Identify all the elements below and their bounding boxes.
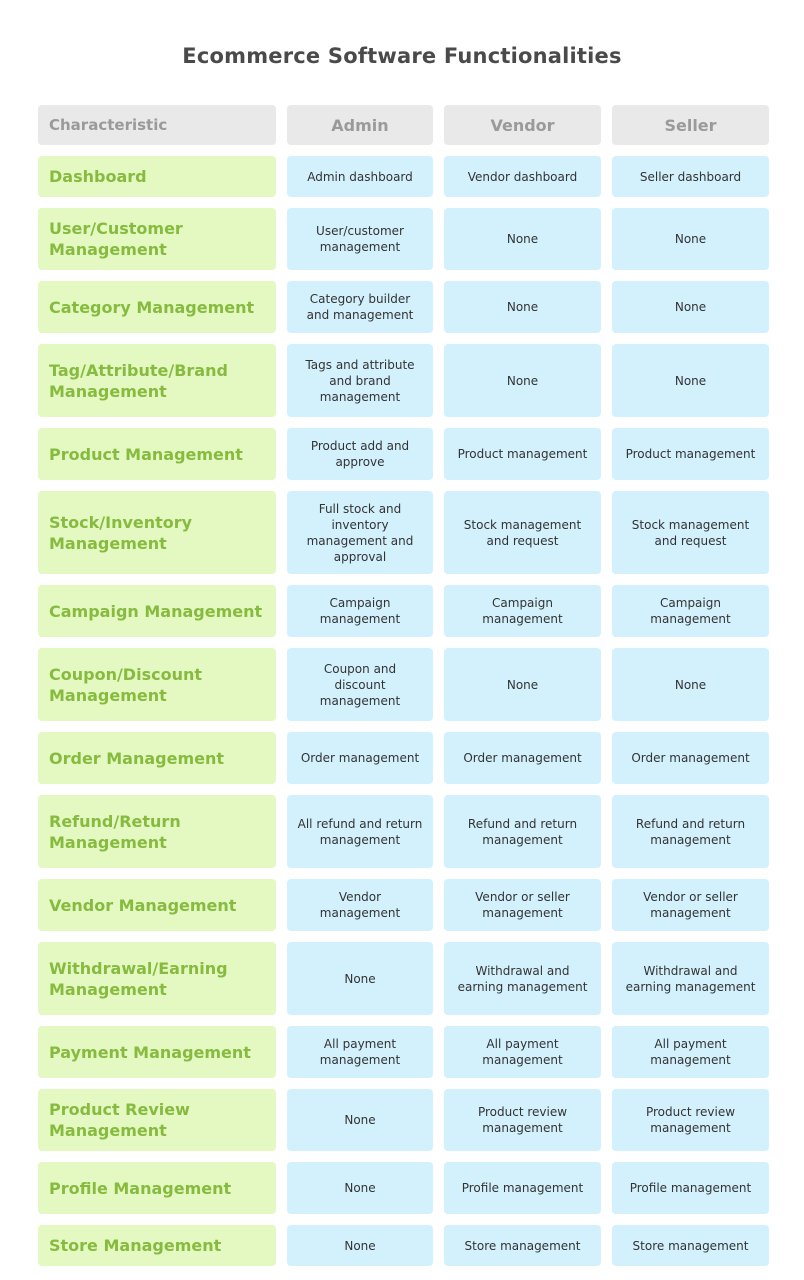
row-characteristic: Tag/Attribute/Brand Management	[38, 344, 276, 417]
seller-cell: None	[612, 648, 769, 721]
row-characteristic: Coupon/Discount Management	[38, 648, 276, 721]
row-characteristic: Store Management	[38, 1225, 276, 1266]
admin-cell: All refund and return management	[287, 795, 433, 868]
admin-cell: Coupon and discount management	[287, 648, 433, 721]
admin-cell: Campaign management	[287, 585, 433, 637]
row-characteristic: Category Management	[38, 281, 276, 333]
header-vendor: Vendor	[444, 105, 601, 145]
seller-cell: None	[612, 281, 769, 333]
vendor-cell: Profile management	[444, 1162, 601, 1214]
vendor-cell: None	[444, 208, 601, 270]
vendor-cell: None	[444, 648, 601, 721]
vendor-cell: Vendor dashboard	[444, 156, 601, 197]
vendor-cell: Order management	[444, 732, 601, 784]
seller-cell: Vendor or seller management	[612, 879, 769, 931]
admin-cell: Product add and approve	[287, 428, 433, 480]
seller-cell: Product review management	[612, 1089, 769, 1151]
admin-cell: None	[287, 942, 433, 1015]
admin-cell: All payment management	[287, 1026, 433, 1078]
row-characteristic: Order Management	[38, 732, 276, 784]
admin-cell: Order management	[287, 732, 433, 784]
vendor-cell: None	[444, 281, 601, 333]
admin-cell: Category builder and management	[287, 281, 433, 333]
row-characteristic: Payment Management	[38, 1026, 276, 1078]
admin-cell: Tags and attribute and brand management	[287, 344, 433, 417]
vendor-cell: Vendor or seller management	[444, 879, 601, 931]
page-title: Ecommerce Software Functionalities	[182, 44, 622, 68]
seller-cell: Store management	[612, 1225, 769, 1266]
comparison-table	[38, 105, 768, 1266]
admin-cell: User/customer management	[287, 208, 433, 270]
seller-cell: Seller dashboard	[612, 156, 769, 197]
seller-cell: Refund and return management	[612, 795, 769, 868]
seller-cell: Withdrawal and earning management	[612, 942, 769, 1015]
row-characteristic: Product Management	[38, 428, 276, 480]
seller-cell: All payment management	[612, 1026, 769, 1078]
vendor-cell: Withdrawal and earning management	[444, 942, 601, 1015]
row-characteristic: Refund/Return Management	[38, 795, 276, 868]
header-admin: Admin	[287, 105, 433, 145]
row-characteristic: Vendor Management	[38, 879, 276, 931]
vendor-cell: All payment management	[444, 1026, 601, 1078]
seller-cell: Profile management	[612, 1162, 769, 1214]
header-seller: Seller	[612, 105, 769, 145]
vendor-cell: None	[444, 344, 601, 417]
vendor-cell: Product management	[444, 428, 601, 480]
seller-cell: None	[612, 208, 769, 270]
seller-cell: None	[612, 344, 769, 417]
seller-cell: Stock management and request	[612, 491, 769, 574]
admin-cell: Admin dashboard	[287, 156, 433, 197]
seller-cell: Product management	[612, 428, 769, 480]
row-characteristic: Product Review Management	[38, 1089, 276, 1151]
vendor-cell: Campaign management	[444, 585, 601, 637]
admin-cell: Full stock and inventory management and approval	[287, 491, 433, 574]
vendor-cell: Product review management	[444, 1089, 601, 1151]
row-characteristic: Dashboard	[38, 156, 276, 197]
row-characteristic: Campaign Management	[38, 585, 276, 637]
seller-cell: Order management	[612, 732, 769, 784]
header-characteristic: Characteristic	[38, 105, 276, 145]
vendor-cell: Refund and return management	[444, 795, 601, 868]
row-characteristic: Stock/Inventory Management	[38, 491, 276, 574]
row-characteristic: User/Customer Management	[38, 208, 276, 270]
seller-cell: Campaign management	[612, 585, 769, 637]
row-characteristic: Profile Management	[38, 1162, 276, 1214]
admin-cell: None	[287, 1225, 433, 1266]
admin-cell: None	[287, 1162, 433, 1214]
vendor-cell: Store management	[444, 1225, 601, 1266]
admin-cell: None	[287, 1089, 433, 1151]
admin-cell: Vendor management	[287, 879, 433, 931]
row-characteristic: Withdrawal/Earning Management	[38, 942, 276, 1015]
vendor-cell: Stock management and request	[444, 491, 601, 574]
